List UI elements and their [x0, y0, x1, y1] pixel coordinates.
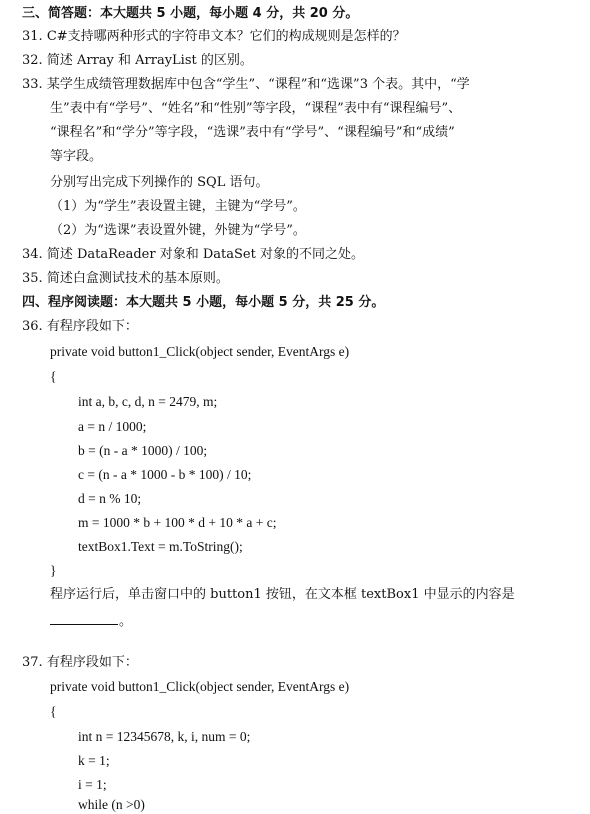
code-line: int a, b, c, d, n = 2479, m;: [78, 394, 218, 409]
question-intro: 有程序段如下：: [46, 655, 138, 670]
code-line: c = (n - a * 1000 - b * 100) / 10;: [78, 467, 252, 482]
question-33-sub-1: （1）为“学生”表设置主键，主键为“学号”。: [50, 199, 306, 214]
code-line: private void button1_Click(object sender, EventArgs e): [50, 679, 350, 694]
question-text: 简述 Array 和 ArrayList 的区别。: [46, 53, 253, 68]
question-text: 简述白盒测试技术的基本原则。: [46, 271, 229, 286]
question-number: 36.: [22, 319, 43, 334]
question-number: 35.: [22, 271, 43, 286]
answer-line: [50, 610, 132, 631]
question-number: 34.: [22, 247, 43, 262]
question-36-prompt: 程序运行后，单击窗口中的 button1 按钮，在文本框 textBox1 中显示的内容是: [50, 587, 515, 602]
code-line: k = 1;: [78, 753, 110, 768]
code-line: }: [50, 563, 57, 578]
question-number: 33.: [22, 77, 43, 92]
question-number: 31.: [22, 29, 43, 44]
code-line: m = 1000 * b + 100 * d + 10 * a + c;: [78, 515, 277, 530]
question-text: C#支持哪两种形式的字符串文本？它们的构成规则是怎样的？: [46, 29, 406, 44]
question-text-line: 某学生成绩管理数据库中包含“学生”、“课程”和“选课”3 个表。其中，“学: [46, 77, 470, 92]
question-33-line-2: 生”表中有“学号”、“姓名”和“性别”等字段，“课程”表中有“课程编号”、: [50, 101, 462, 116]
period-mark: 。: [119, 614, 133, 629]
code-line: textBox1.Text = m.ToString();: [78, 539, 243, 554]
code-line: {: [50, 369, 57, 384]
question-33-instruction: 分别写出完成下列操作的 SQL 语句。: [50, 175, 269, 190]
section-3-heading: 三、简答题：本大题共 5 小题，每小题 4 分，共 20 分。: [22, 6, 359, 21]
code-line: i = 1;: [78, 777, 107, 792]
question-intro: 有程序段如下：: [46, 319, 138, 334]
question-37: [22, 654, 138, 672]
question-33-line-3: “课程名”和“学分”等字段，“选课”表中有“学号”、“课程编号”和“成绩”: [50, 125, 455, 140]
question-36: [22, 318, 138, 336]
code-line: while (n >0): [78, 797, 145, 812]
question-32: [22, 52, 253, 70]
section-4-heading: 四、程序阅读题：本大题共 5 小题，每小题 5 分，共 25 分。: [22, 295, 385, 310]
question-31: [22, 28, 406, 46]
question-33: [22, 76, 470, 94]
code-line: int n = 12345678, k, i, num = 0;: [78, 729, 251, 744]
code-line: a = n / 1000;: [78, 419, 147, 434]
code-line: b = (n - a * 1000) / 100;: [78, 443, 208, 458]
question-35: [22, 270, 229, 288]
answer-blank: [50, 610, 118, 625]
question-34: [22, 246, 364, 264]
question-number: 37.: [22, 655, 43, 670]
code-line: private void button1_Click(object sender, EventArgs e): [50, 344, 350, 359]
question-text: 简述 DataReader 对象和 DataSet 对象的不同之处。: [46, 247, 364, 262]
code-line: d = n % 10;: [78, 491, 142, 506]
question-number: 32.: [22, 53, 43, 68]
question-33-sub-2: （2）为“选课”表设置外键，外键为“学号”。: [50, 223, 306, 238]
code-line: {: [50, 704, 57, 719]
question-33-line-4: 等字段。: [50, 149, 103, 164]
